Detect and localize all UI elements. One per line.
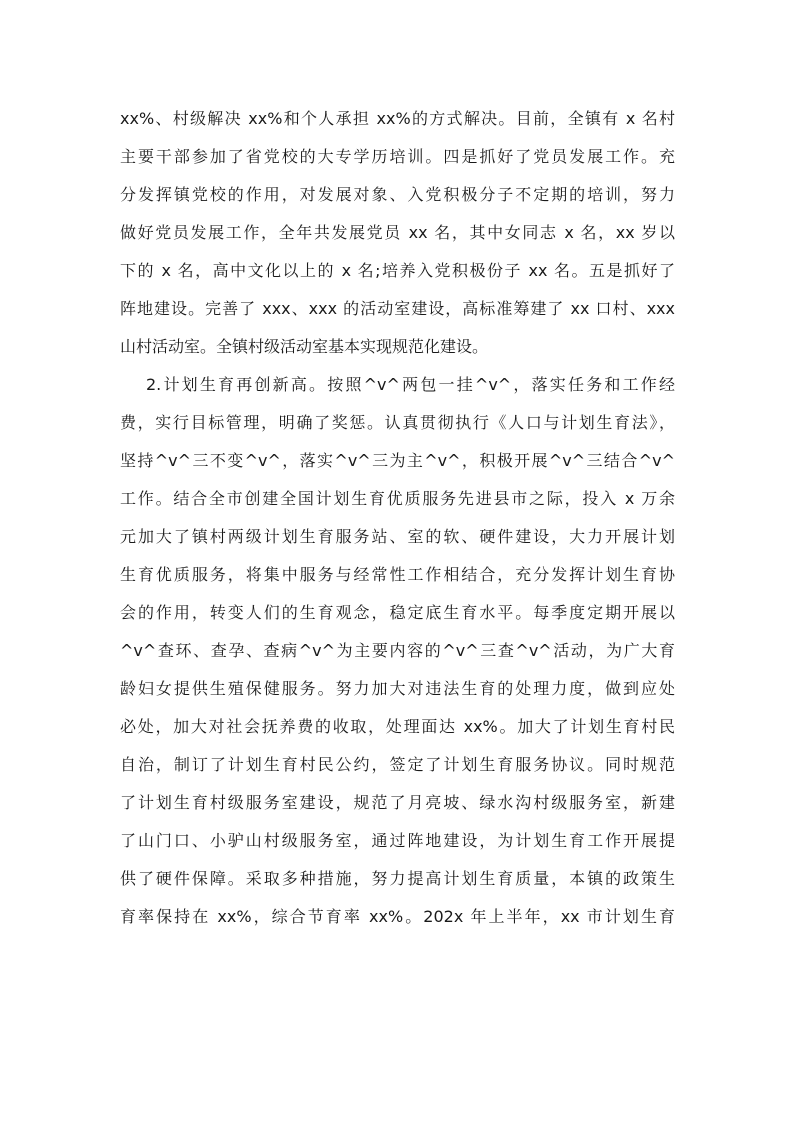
text-line: 生育优质服务，将集中服务与经常性工作相结合，充分发挥计划生育协	[120, 565, 675, 584]
text-line: 阵地建设。完善了 xxx、xxx 的活动室建设，高标准筹建了 xx 口村、xxx	[120, 299, 675, 318]
document-body	[120, 100, 675, 936]
text-line: 分发挥镇党校的作用，对发展对象、入党积极分子不定期的培训，努力	[120, 185, 675, 204]
text-line: 主要干部参加了省党校的大专学历培训。四是抓好了党员发展工作。充	[120, 147, 675, 166]
text-line: 供了硬件保障。采取多种措施，努力提高计划生育质量，本镇的政策生	[120, 869, 675, 888]
text-line: 必处，加大对社会抚养费的收取，处理面达 xx%。加大了计划生育村民	[120, 717, 675, 736]
text-line: 工作。结合全市创建全国计划生育优质服务先进县市之际，投入 x 万余	[120, 489, 675, 508]
text-line: 自治，制订了计划生育村民公约，签定了计划生育服务协议。同时规范	[120, 755, 675, 774]
text-line: 做好党员发展工作，全年共发展党员 xx 名，其中女同志 x 名，xx 岁以	[120, 223, 675, 242]
text-line: 了山门口、小驴山村级服务室，通过阵地建设，为计划生育工作开展提	[120, 831, 675, 850]
text-line: 费，实行目标管理，明确了奖惩。认真贯彻执行《人口与计划生育法》，	[120, 413, 675, 432]
text-line: 了计划生育村级服务室建设，规范了月亮坡、绿水沟村级服务室，新建	[120, 793, 675, 812]
text-line: 育率保持在 xx%，综合节育率 xx%。202x 年上半年，xx 市计划生育	[120, 907, 675, 926]
text-line: 坚持^v^三不变^v^，落实^v^三为主^v^，积极开展^v^三结合^v^	[120, 451, 675, 470]
text-line: xx%、村级解决 xx%和个人承担 xx%的方式解决。目前，全镇有 x 名村	[120, 109, 675, 128]
section-heading-line: 2.计划生育再创新高。按照^v^两包一挂^v^，落实任务和工作经	[146, 375, 675, 394]
text-line: ^v^查环、查孕、查病^v^为主要内容的^v^三查^v^活动，为广大育	[120, 641, 675, 660]
text-line: 山村活动室。全镇村级活动室基本实现规范化建设。	[120, 337, 489, 356]
text-line: 元加大了镇村两级计划生育服务站、室的软、硬件建设，大力开展计划	[120, 527, 675, 546]
text-line: 下的 x 名，高中文化以上的 x 名;培养入党积极份子 xx 名。五是抓好了	[120, 261, 675, 280]
text-line: 龄妇女提供生殖保健服务。努力加大对违法生育的处理力度，做到应处	[120, 679, 675, 698]
text-line: 会的作用，转变人们的生育观念，稳定底生育水平。每季度定期开展以	[120, 603, 675, 622]
